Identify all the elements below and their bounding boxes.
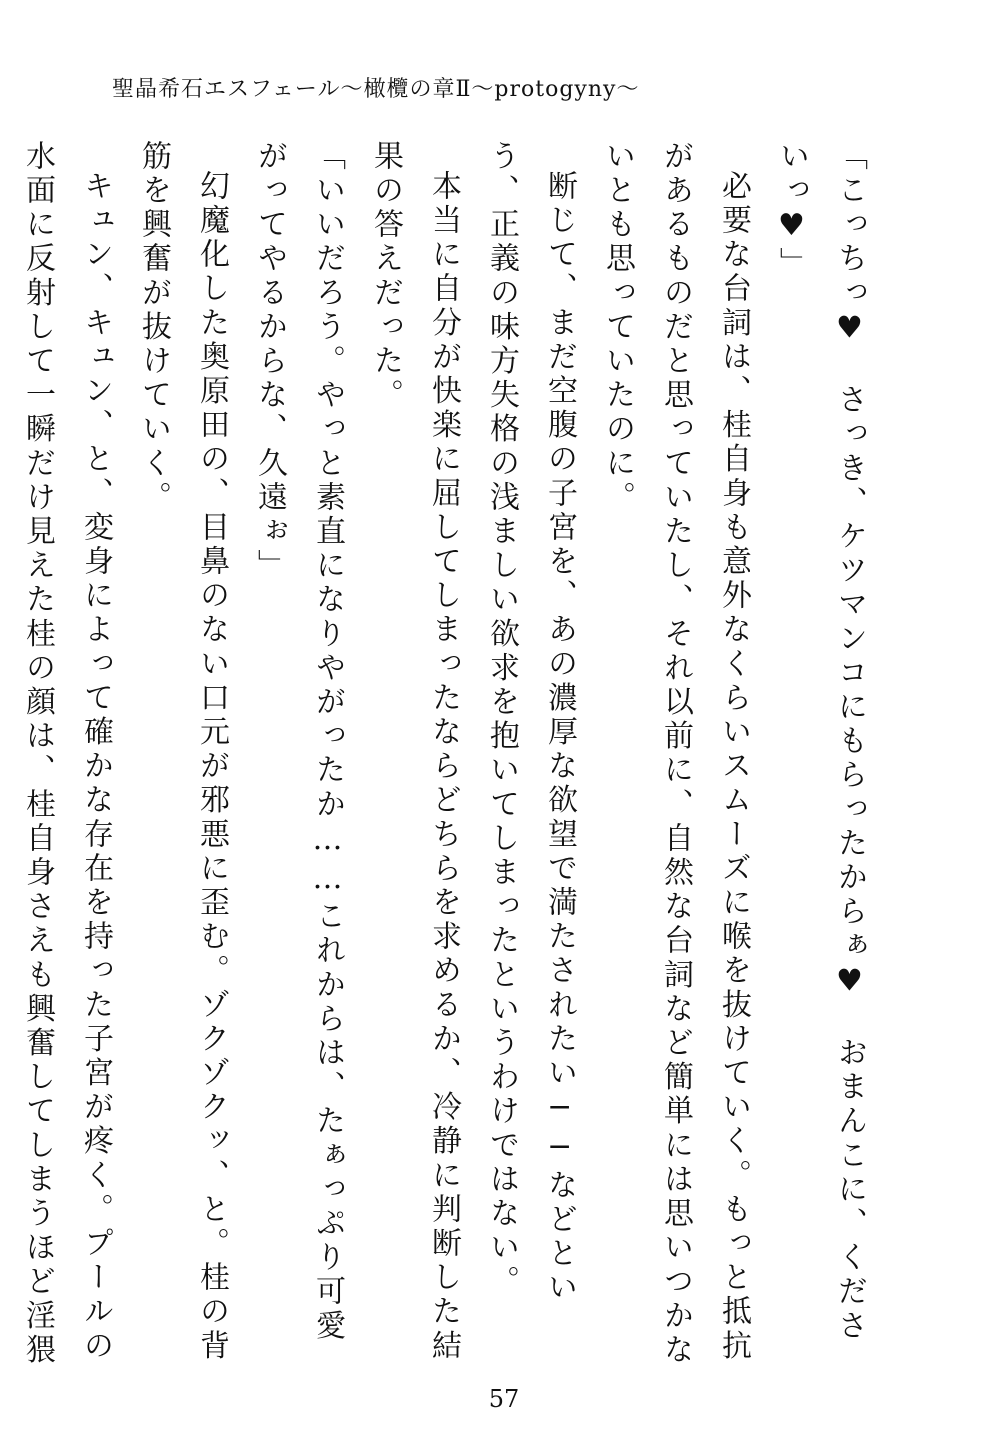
- paragraph: 「こっちっ♥ さっき、ケツマンコにもらったからぁ♥ おまんこに、くださいっ♥」: [774, 140, 867, 1344]
- paragraph: 必要な台詞は、桂自身も意外なくらいスムーズに喉を抜けていく。もっと抵抗があるものだと思っていたし、それ以前に、自然な台詞など簡単には思いつかないとも思っていたのに。: [600, 140, 751, 1368]
- page-number: 57: [488, 1385, 520, 1413]
- paragraph: 幻魔化した奥原田の、目鼻のない口元が邪悪に歪む。ゾクゾクッ、と。桂の背筋を興奮が抜けていく。: [136, 140, 229, 1364]
- paragraph: 断じて、まだ空腹の子宮を、あの濃厚な欲望で満たされたい──などという、正義の味方失格の浅ましい欲求を抱いてしまったというわけではない。: [484, 140, 577, 1306]
- vertical-text-body: [0, 140, 878, 1370]
- running-header: 聖晶希石エスフェール〜橄欖の章Ⅱ〜protogyny〜: [112, 77, 640, 102]
- paragraph: キュン、キュン、と、変身によって確かな存在を持った子宮が疼く。プールの水面に反射して一瞬だけ見えた桂の顔は、桂自身さえも興奮してしまうほど淫猥: [20, 140, 113, 1368]
- paragraph: 「いいだろう。やっと素直になりやがったか……これからは、たぁっぷり可愛がってやるからな、久遠ぉ」: [252, 140, 345, 1344]
- paragraph: 本当に自分が快楽に屈してしまったならどちらを求めるか、冷静に判断した結果の答えだった。: [368, 140, 461, 1364]
